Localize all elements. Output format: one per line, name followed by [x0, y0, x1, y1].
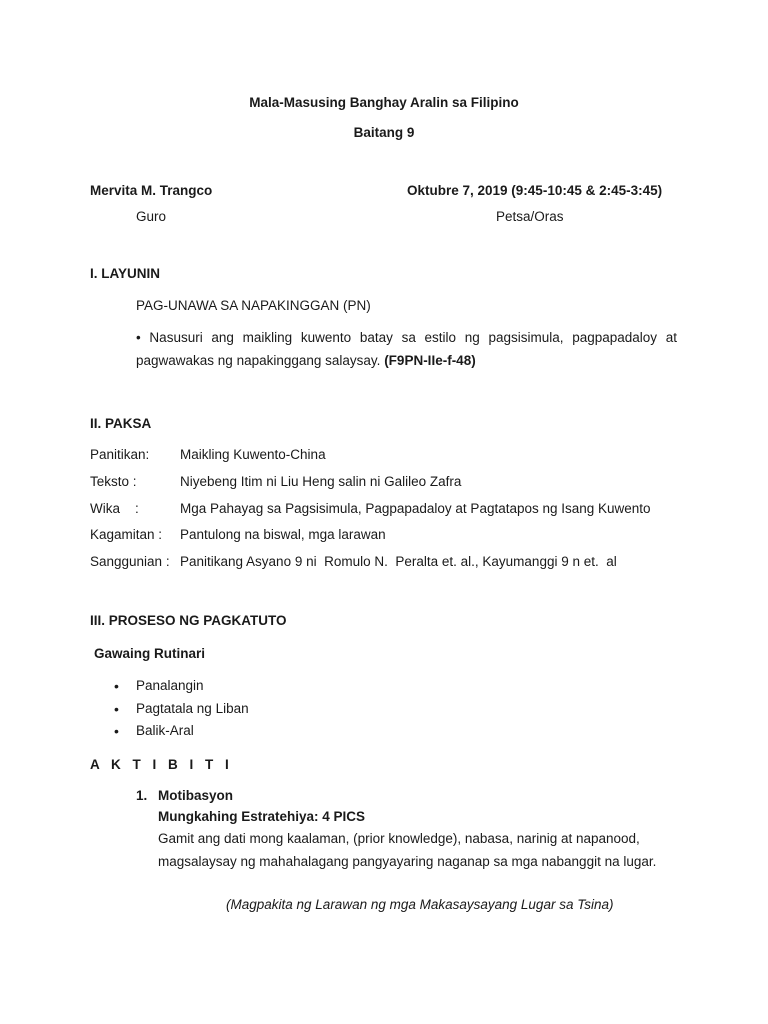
- section-proseso-heading: III. PROSESO NG PAGKATUTO: [90, 613, 287, 628]
- aktibiti-heading: A K T I B I T I: [90, 757, 233, 772]
- bullet-icon: •: [114, 723, 119, 739]
- bullet-icon: •: [114, 701, 119, 717]
- motibasyon-paragraph-line2: magsalaysay ng mahahalagang pangyayaring naganap sa mga nabanggit na lugar.: [158, 854, 657, 869]
- paksa-row: [0, 474, 768, 494]
- paksa-value: Pantulong na biswal, mga larawan: [180, 527, 386, 542]
- estratehiya-heading: Mungkahing Estratehiya: 4 PICS: [158, 809, 366, 824]
- paksa-row: [0, 447, 768, 467]
- paksa-row: [0, 527, 768, 547]
- instruction-note: (Magpakita ng Larawan ng mga Makasaysayang Lugar sa Tsina): [226, 897, 614, 912]
- paksa-label: Kagamitan :: [90, 527, 163, 542]
- list-item: [0, 701, 768, 721]
- document-title: Mala-Masusing Banghay Aralin sa Filipino: [249, 95, 519, 110]
- layunin-objective-line2: [136, 353, 476, 368]
- teacher-label: Guro: [136, 209, 167, 224]
- paksa-value: Maikling Kuwento-China: [180, 447, 326, 462]
- competency-code: (F9PN-IIe-f-48): [384, 353, 476, 368]
- layunin-subheading: PAG-UNAWA SA NAPAKINGGAN (PN): [136, 298, 371, 313]
- paksa-value: Niyebeng Itim ni Liu Heng salin ni Galileo Zafra: [180, 474, 462, 489]
- paksa-value: Mga Pahayag sa Pagsisimula, Pagpapadaloy at Pagtatapos ng Isang Kuwento: [180, 501, 651, 516]
- bullet-icon: •: [114, 678, 119, 694]
- paksa-value: Panitikang Asyano 9 ni Romulo N. Peralta et. al., Kayumanggi 9 n et. al: [180, 554, 617, 569]
- gawaing-rutinari-heading: Gawaing Rutinari: [94, 646, 206, 661]
- grade-level: Baitang 9: [353, 125, 415, 140]
- paksa-label: Wika :: [90, 501, 139, 516]
- motibasyon-paragraph-line1: Gamit ang dati mong kaalaman, (prior knowledge), nabasa, narinig at napanood,: [158, 831, 640, 846]
- paksa-label: Panitikan:: [90, 447, 150, 462]
- date-label: Petsa/Oras: [496, 209, 564, 224]
- list-item-label: Panalangin: [136, 678, 204, 693]
- layunin-objective-text: pagwawakas ng napakinggang salaysay.: [136, 353, 381, 368]
- paksa-row: [0, 501, 768, 521]
- list-item-label: Pagtatala ng Liban: [136, 701, 249, 716]
- teacher-name: Mervita M. Trangco: [90, 183, 213, 198]
- paksa-row: [0, 554, 768, 574]
- section-paksa-heading: II. PAKSA: [90, 416, 152, 431]
- paksa-label: Sanggunian :: [90, 554, 170, 569]
- motibasyon-heading: Motibasyon: [158, 788, 234, 803]
- item-number: 1.: [136, 788, 148, 803]
- list-item-label: Balik-Aral: [136, 723, 194, 738]
- list-item: [0, 723, 768, 743]
- date-time: Oktubre 7, 2019 (9:45-10:45 & 2:45-3:45): [407, 183, 663, 198]
- section-layunin-heading: I. LAYUNIN: [90, 266, 161, 281]
- list-item: [0, 678, 768, 698]
- paksa-label: Teksto :: [90, 474, 137, 489]
- layunin-objective-line1: • Nasusuri ang maikling kuwento batay sa estilo ng pagsisimula, pagpapadaloy at: [136, 330, 677, 345]
